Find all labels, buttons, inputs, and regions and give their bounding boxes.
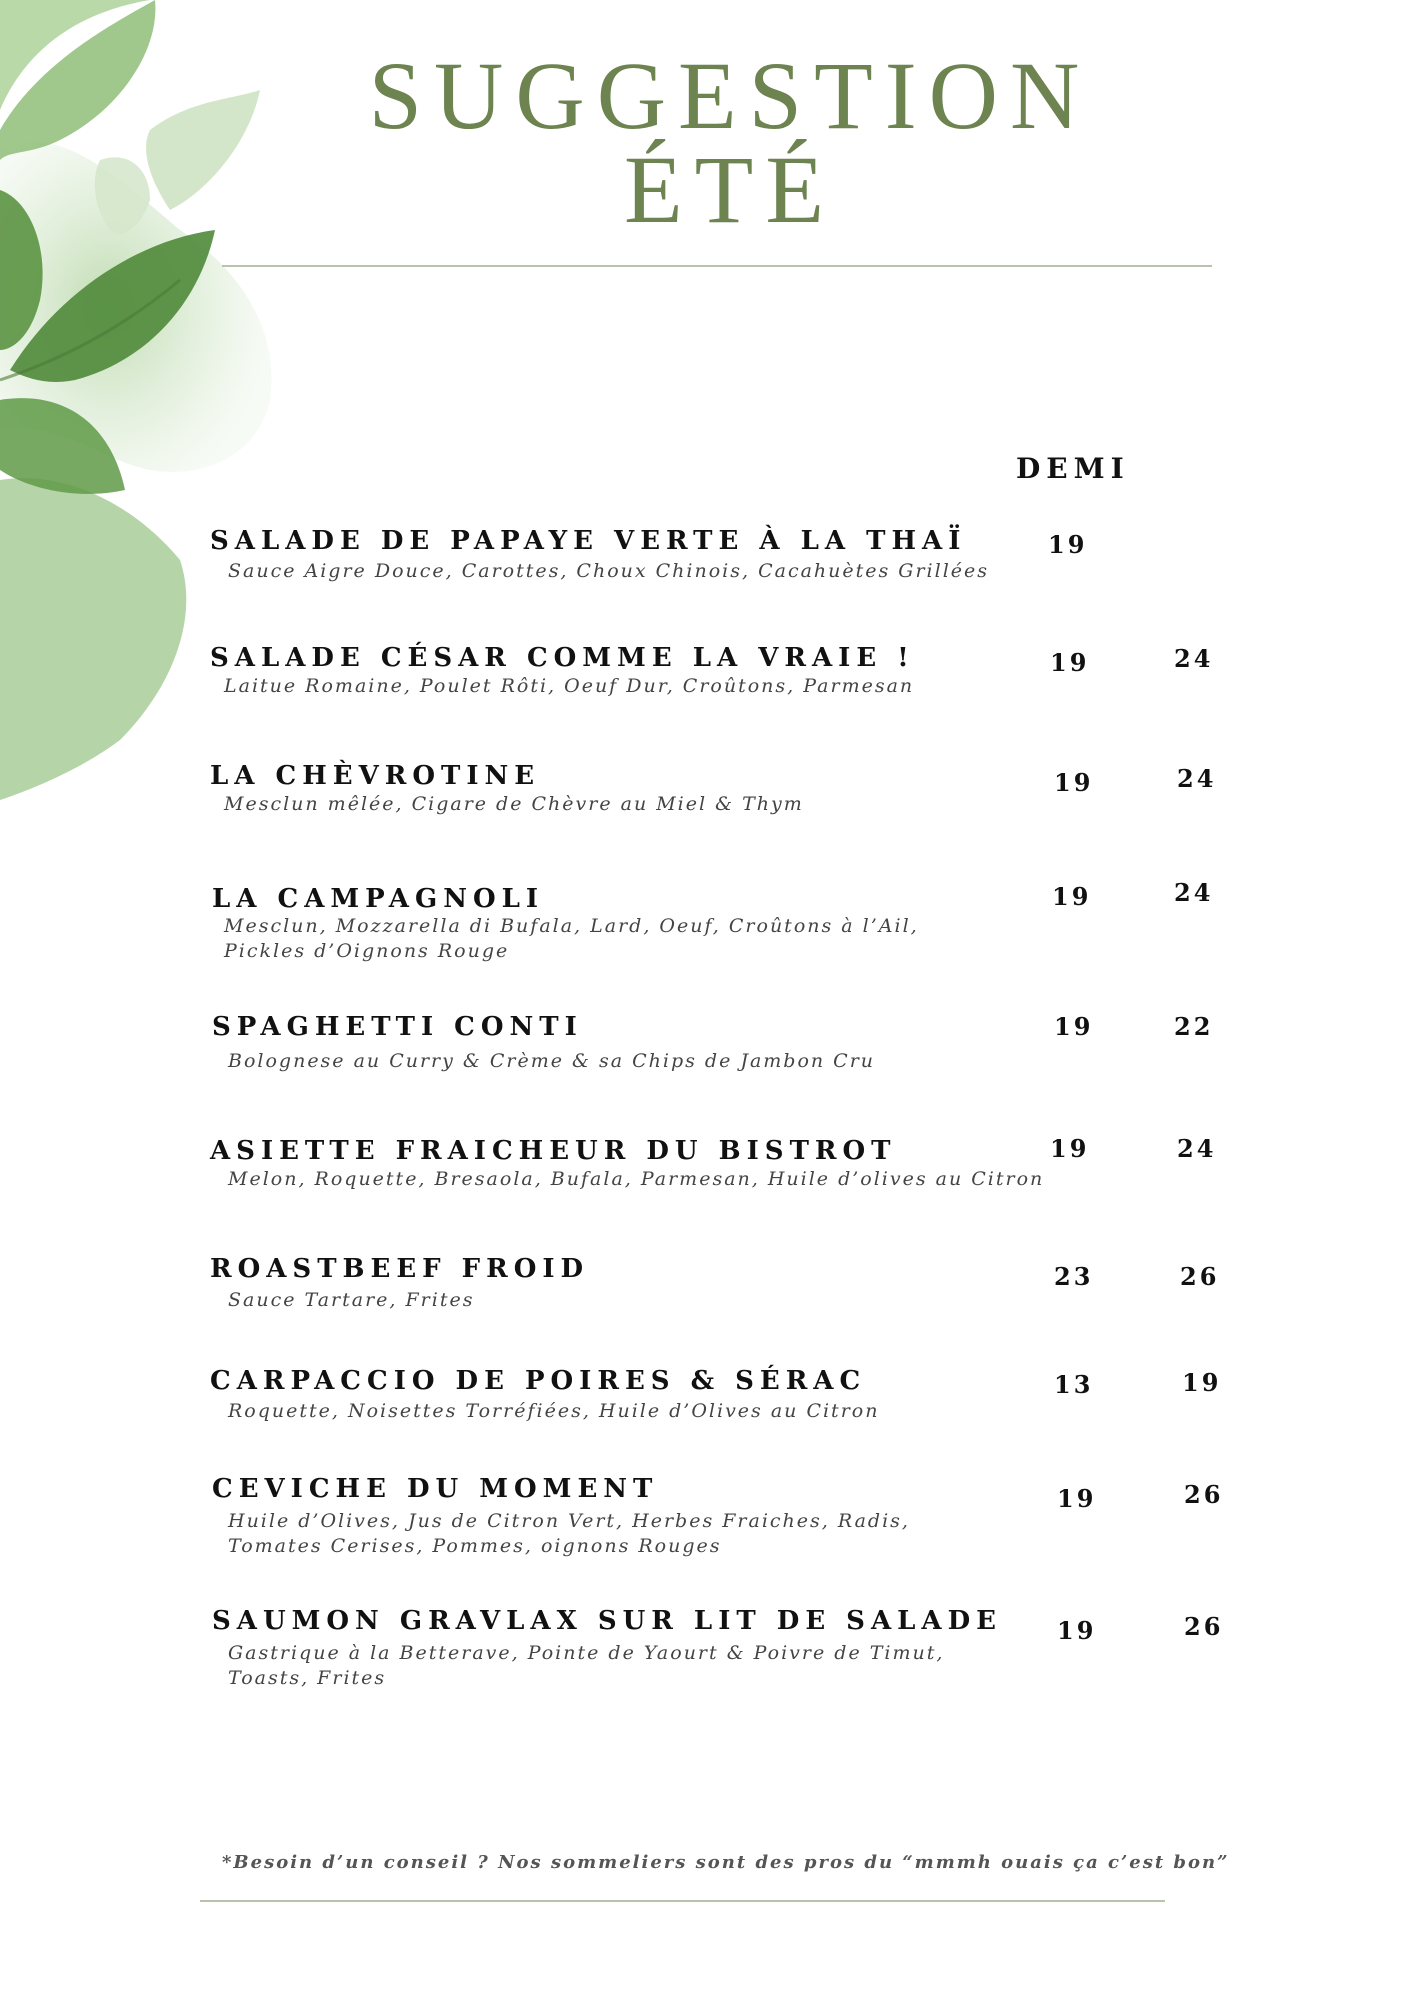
menu-item-description: Sauce Aigre Douce, Carottes, Choux Chinois, Cacahuètes Grillées (228, 560, 990, 582)
menu-item-description-line2: Tomates Cerises, Pommes, oignons Rouges (228, 1535, 722, 1557)
price-demi: 13 (1054, 1370, 1094, 1399)
price-demi: 19 (1048, 530, 1088, 559)
menu-item-name: LA CHÈVROTINE (210, 761, 541, 791)
price-full: 26 (1180, 1262, 1220, 1291)
price-demi: 19 (1054, 768, 1094, 797)
price-full: 26 (1184, 1480, 1224, 1509)
menu-item-name: SPAGHETTI CONTI (212, 1012, 583, 1042)
menu-item-description: Roquette, Noisettes Torréfiées, Huile d’Olives au Citron (228, 1400, 880, 1422)
menu-item-description-line2: Toasts, Frites (228, 1667, 387, 1689)
menu-item-name: LA CAMPAGNOLI (212, 884, 545, 914)
price-full: 24 (1174, 878, 1214, 907)
menu-item-description-line2: Pickles d’Oignons Rouge (224, 940, 510, 962)
price-demi: 19 (1054, 1012, 1094, 1041)
menu-item-description: Laitue Romaine, Poulet Rôti, Oeuf Dur, Croûtons, Parmesan (224, 675, 915, 697)
menu-item-name: ASIETTE FRAICHEUR DU BISTROT (210, 1136, 897, 1166)
footer-divider (200, 1900, 1165, 1902)
price-demi: 19 (1057, 1616, 1097, 1645)
price-demi: 19 (1050, 1134, 1090, 1163)
sommelier-footnote: *Besoin d’un conseil ? Nos sommeliers sont des pros du “mmmh ouais ça c’est bon” (222, 1852, 1230, 1873)
price-full: 24 (1177, 1134, 1217, 1163)
column-header-demi: DEMI (1016, 452, 1130, 485)
menu-item-description: Melon, Roquette, Bresaola, Bufala, Parmesan, Huile d’olives au Citron (228, 1168, 1045, 1190)
menu-item-name: CARPACCIO DE POIRES & SÉRAC (210, 1366, 867, 1396)
price-demi: 23 (1054, 1262, 1094, 1291)
price-full: 24 (1174, 644, 1214, 673)
menu-item-description: Mesclun mêlée, Cigare de Chèvre au Miel & Thym (224, 793, 804, 815)
price-demi: 19 (1052, 882, 1092, 911)
title-divider (222, 265, 1212, 267)
menu-item-name: ROASTBEEF FROID (210, 1254, 590, 1284)
menu-item-name: SALADE CÉSAR COMME LA VRAIE ! (210, 643, 915, 673)
price-full: 24 (1177, 764, 1217, 793)
menu-item-description: Bolognese au Curry & Crème & sa Chips de Jambon Cru (228, 1050, 876, 1072)
menu-item-name: SALADE DE PAPAYE VERTE À LA THAÏ (210, 526, 967, 556)
menu-item-description: Huile d’Olives, Jus de Citron Vert, Herbes Fraiches, Radis, (228, 1510, 910, 1532)
price-demi: 19 (1050, 648, 1090, 677)
price-full: 26 (1184, 1612, 1224, 1641)
menu-item-description: Mesclun, Mozzarella di Bufala, Lard, Oeuf, Croûtons à l’Ail, (224, 915, 919, 937)
menu-item-description: Gastrique à la Betterave, Pointe de Yaourt & Poivre de Timut, (228, 1642, 945, 1664)
price-demi: 19 (1057, 1484, 1097, 1513)
menu-title-line1: SUGGESTION (368, 42, 1092, 149)
price-full: 19 (1182, 1368, 1222, 1397)
menu-title-line2: ÉTÉ (624, 136, 836, 243)
menu-item-name: CEVICHE DU MOMENT (212, 1474, 659, 1504)
price-full: 22 (1174, 1012, 1214, 1041)
menu-item-description: Sauce Tartare, Frites (228, 1289, 475, 1311)
menu-item-name: SAUMON GRAVLAX SUR LIT DE SALADE (212, 1606, 1002, 1636)
